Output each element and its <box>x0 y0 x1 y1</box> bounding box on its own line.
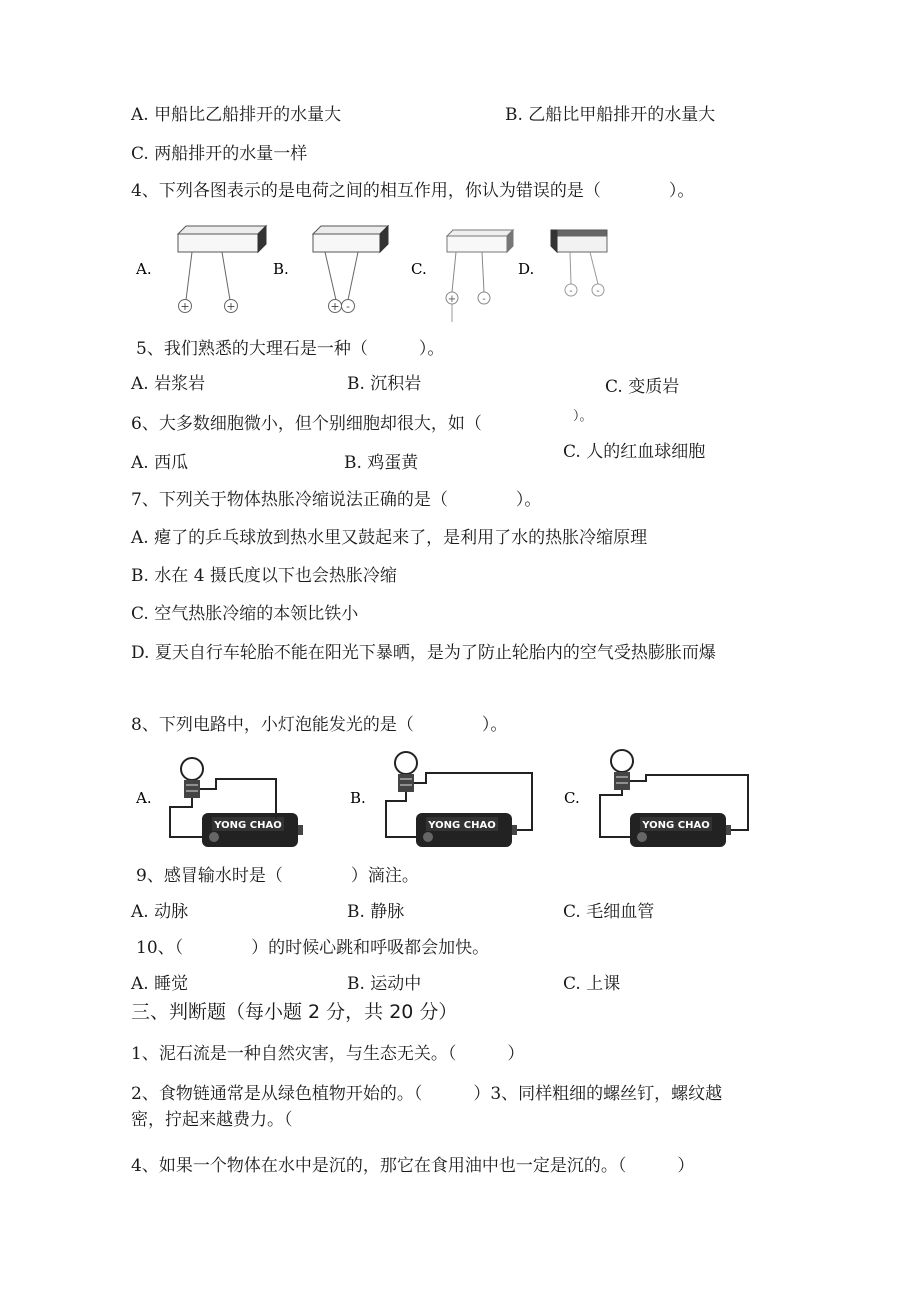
section3-title: 三、判断题（每小题 2 分，共 20 分） <box>131 1001 458 1023</box>
q4-d-charge-right: - <box>596 286 600 297</box>
q8-b-battery-label: YONG CHAO <box>428 820 496 831</box>
q8-c-battery-label: YONG CHAO <box>642 820 710 831</box>
q4-label-c: C. <box>411 260 427 278</box>
q3-option-a: A. 甲船比乙船排开的水量大 <box>131 105 342 125</box>
q4-d-charge-left: - <box>569 286 573 297</box>
q9-option-c: C. 毛细血管 <box>563 902 655 922</box>
q5-stem: 5、我们熟悉的大理石是一种（ ）。 <box>136 339 445 359</box>
q6-stem: 6、大多数细胞微小，但个别细胞却很大，如（ <box>131 414 482 434</box>
q7-option-d: D. 夏天自行车轮胎不能在阳光下暴晒，是为了防止轮胎内的空气受热膨胀而爆 <box>131 643 716 663</box>
q7-option-b: B. 水在 4 摄氏度以下也会热胀冷缩 <box>131 566 397 586</box>
q4-charge-figures <box>130 222 620 332</box>
judge-item-2-line2: 密，拧起来越费力。（ <box>131 1110 293 1130</box>
q4-a-charge-right: + <box>226 300 236 313</box>
q7-option-a: A. 瘪了的乒乓球放到热水里又鼓起来了，是利用了水的热胀冷缩原理 <box>131 528 648 548</box>
q4-figure-b <box>273 226 388 313</box>
q5-option-a: A. 岩浆岩 <box>131 374 206 394</box>
q4-c-charge-left: + <box>447 294 457 305</box>
q4-b-charge-left: + <box>330 300 340 313</box>
q5-option-b: B. 沉积岩 <box>347 374 422 394</box>
q8-circuit-figures <box>130 745 760 857</box>
q6-option-b: B. 鸡蛋黄 <box>344 453 419 473</box>
q9-option-a: A. 动脉 <box>131 902 189 922</box>
q8-circuit-c <box>564 750 748 847</box>
q4-b-charge-right: - <box>346 300 350 313</box>
q10-option-a: A. 睡觉 <box>131 974 189 994</box>
q8-circuit-a <box>135 758 303 847</box>
q3-option-b: B. 乙船比甲船排开的水量大 <box>505 105 716 125</box>
q6-stem-end: ）。 <box>573 409 593 424</box>
q4-c-charge-right: - <box>482 294 486 305</box>
q3-option-c: C. 两船排开的水量一样 <box>131 144 308 164</box>
q6-option-c: C. 人的红血球细胞 <box>563 442 706 462</box>
judge-item-4: 4、如果一个物体在水中是沉的，那它在食用油中也一定是沉的。（ ） <box>131 1156 695 1176</box>
q4-figure-a <box>135 226 266 313</box>
q7-stem: 7、下列关于物体热胀冷缩说法正确的是（ ）。 <box>131 490 542 510</box>
q8-label-c: C. <box>564 789 580 807</box>
q10-option-c: C. 上课 <box>563 974 621 994</box>
q4-a-charge-left: + <box>180 300 190 313</box>
q4-label-d: D. <box>518 260 535 278</box>
q8-stem: 8、下列电路中，小灯泡能发光的是（ ）。 <box>131 715 508 735</box>
q8-circuit-b <box>350 752 532 847</box>
q4-figure-d <box>518 230 607 297</box>
q6-option-a: A. 西瓜 <box>131 453 189 473</box>
q10-option-b: B. 运动中 <box>347 974 422 994</box>
q7-option-c: C. 空气热胀冷缩的本领比铁小 <box>131 604 359 624</box>
q4-label-a: A. <box>136 260 152 278</box>
q9-stem: 9、感冒输水时是（ ）滴注。 <box>136 866 419 886</box>
q5-option-c: C. 变质岩 <box>605 377 680 397</box>
q8-label-a: A. <box>136 789 152 807</box>
q4-stem: 4、下列各图表示的是电荷之间的相互作用，你认为错误的是（ ）。 <box>131 181 695 201</box>
q10-stem: 10、（ ）的时候心跳和呼吸都会加快。 <box>136 938 490 958</box>
judge-item-1: 1、泥石流是一种自然灾害，与生态无关。（ ） <box>131 1044 525 1064</box>
q9-option-b: B. 静脉 <box>347 902 405 922</box>
q4-figure-c <box>411 230 513 322</box>
q8-a-battery-label: YONG CHAO <box>214 820 282 831</box>
q8-label-b: B. <box>350 789 366 807</box>
judge-item-2-line1: 2、食物链通常是从绿色植物开始的。（ ）3、同样粗细的螺丝钉，螺纹越 <box>131 1084 723 1104</box>
q4-label-b: B. <box>273 260 289 278</box>
